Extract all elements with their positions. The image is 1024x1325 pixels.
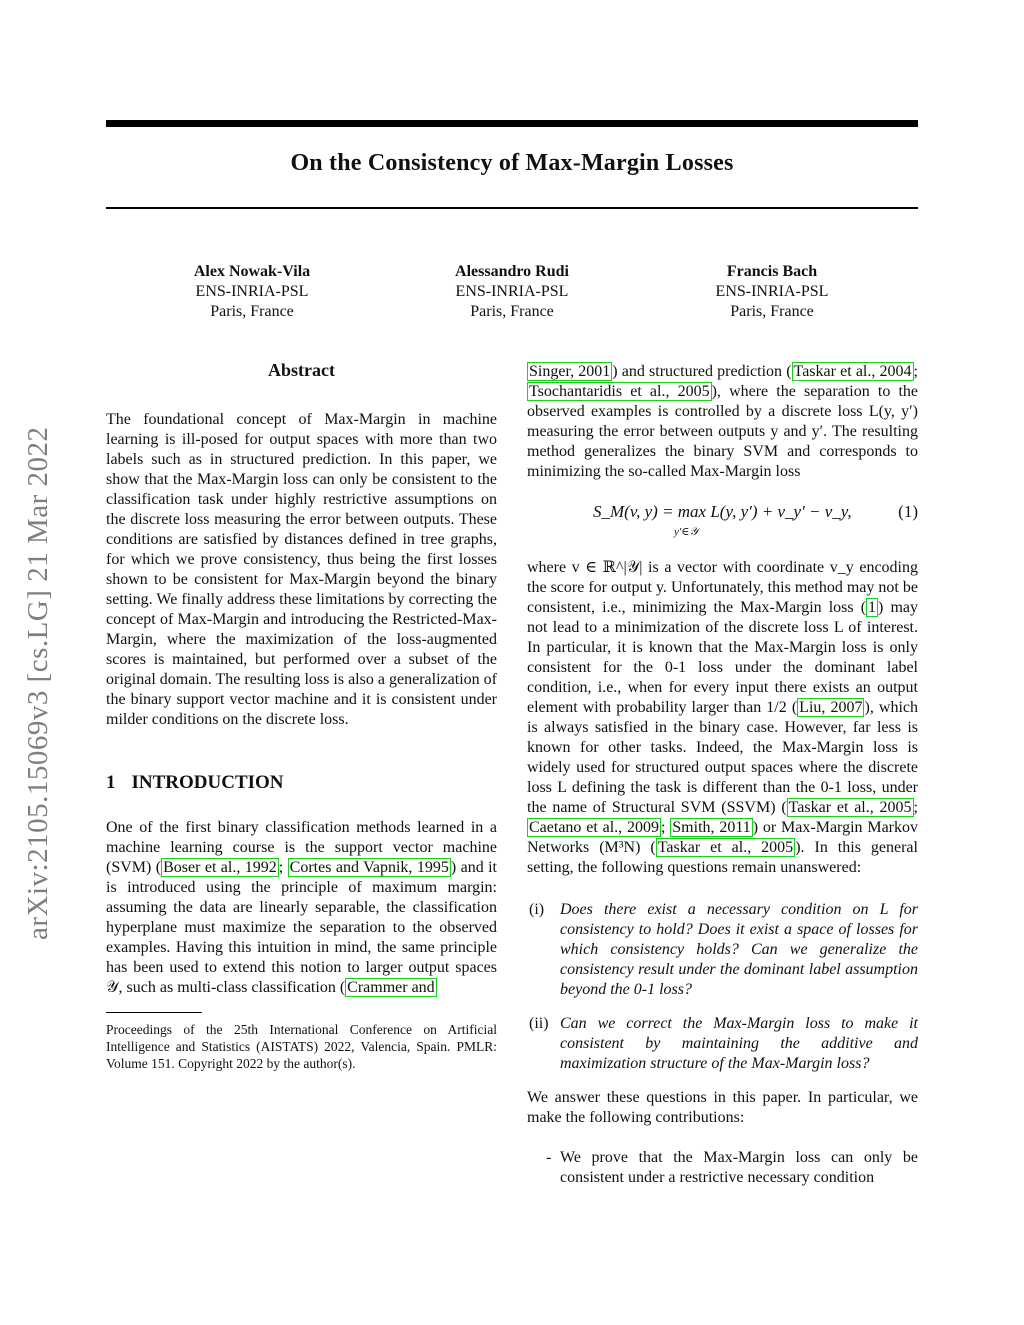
right-paragraph-2 (527, 558, 918, 878)
equation-number: (1) (898, 502, 918, 521)
body-text: where v ∈ ℝ^|𝒴| is a vector with coordinate v_y encoding the score for output y. Unfortunately, this method may not be consistent, i.e., minimizing the Max-Margin loss ( (527, 559, 918, 616)
citation-link[interactable]: Taskar et al., 2005 (788, 799, 912, 816)
list-bullet: - (546, 1149, 552, 1166)
body-text: ). In this general setting, the following questions remain unanswered: (527, 839, 918, 876)
author-location: Paris, France (470, 303, 554, 320)
section-title: INTRODUCTION (131, 772, 284, 793)
paper-title: On the Consistency of Max-Margin Losses (290, 150, 734, 176)
author-name: Alex Nowak-Vila (193, 263, 311, 280)
abstract-heading: Abstract (268, 360, 335, 380)
right-paragraph-3: We answer these questions in this paper. In particular, we make the following contributions: (527, 1089, 918, 1126)
section-number: 1 (106, 772, 116, 793)
author-location: Paris, France (210, 303, 294, 320)
section-heading-introduction (106, 772, 497, 794)
author-3 (642, 262, 902, 322)
equation-ref-link[interactable]: 1 (868, 599, 877, 616)
citation-separator: ; (661, 819, 671, 836)
question-text: Can we correct the Max-Margin loss to make it consistent by maintaining the additive and maximization structure of the Max-Margin loss? (560, 1015, 918, 1072)
equation-subscript: y′∈𝒴 (674, 526, 699, 538)
citation-link[interactable]: Singer, 2001 (529, 363, 611, 380)
title-bottom-rule (106, 207, 918, 209)
body-text: ), which is always satisfied in the binary case. However, far less is known for other tasks. Indeed, the Max-Margin loss is widely used for structured output spaces where the discrete loss L defining the task is different than the 0-1 loss, under the name of Structural SVM (SSVM) ( (527, 699, 919, 816)
author-1 (122, 262, 382, 322)
body-text: ) and structured prediction ( (612, 363, 792, 380)
intro-text: ) and it is introduced using the principle of maximum margin: assuming the data are linearly separable, the classification hyperplane must maximize the separation to the observed examples. Having this intuition in mind, the same principle has been used to extend this notion to larger output spaces 𝒴, such as multi-class classification ( (106, 859, 498, 996)
citation-link[interactable]: Smith, 2011 (672, 819, 751, 836)
author-location: Paris, France (730, 303, 814, 320)
left-column (106, 360, 497, 1072)
arxiv-sidebar-stamp: arXiv:2105.15069v3 [cs.LG] 21 Mar 2022 (22, 426, 54, 940)
citation-link[interactable]: Taskar et al., 2004 (793, 363, 912, 380)
citation-link[interactable]: Crammer and (347, 979, 435, 996)
citation-link[interactable]: Cortes and Vapnik, 1995 (289, 859, 449, 876)
research-questions (527, 900, 918, 1074)
title-top-rule (106, 120, 918, 127)
question-item (527, 900, 918, 1000)
citation-link[interactable]: Tsochantaridis et al., 2005 (529, 383, 710, 400)
author-name: Alessandro Rudi (455, 263, 569, 280)
abstract-text: The foundational concept of Max-Margin in machine learning is ill-posed for output spaces with more than two labels such as in structured prediction. In this paper, we show that the Max-Margin loss can only be consistent to the classification task under highly restrictive assumptions on the discrete loss measuring the error between outputs. These conditions are satisfied by distances defined in tree graphs, for which we prove consistency, thus being the first losses shown to be consistent for Max-Margin beyond the binary setting. We finally address these limitations by correcting the concept of Max-Margin and introducing the Restricted-Max-Margin, where the maximization of the loss-augmented scores is maintained, but performed over a subset of the original domain. The resulting loss is also a generalization of the binary support vector machine and it is consistent under milder conditions on the discrete loss. (106, 411, 497, 728)
author-affiliation: ENS-INRIA-PSL (195, 283, 309, 300)
body-text: ) or Max-Margin Markov Networks (M³N) ( (527, 819, 919, 856)
question-label: (ii) (529, 1015, 549, 1032)
right-paragraph-1 (527, 362, 918, 482)
citation-link[interactable]: Liu, 2007 (799, 699, 863, 716)
footnote-proceedings: Proceedings of the 25th International Conference on Artificial Intelligence and Statistics (AISTATS) 2022, Valencia, Spain. PMLR: Volume 151. Copyright 2022 by the author(s). (106, 1022, 497, 1071)
author-affiliation: ENS-INRIA-PSL (455, 283, 569, 300)
author-2 (382, 262, 642, 322)
citation-link[interactable]: Boser et al., 1992 (163, 859, 277, 876)
question-text: Does there exist a necessary condition on L for consistency to hold? Does it exist a space of losses for which consistency holds? Can we generalize the consistency result under the dominant label assumption beyond the 0-1 loss? (560, 901, 918, 998)
equation-expression: S_M(v, y) = max L(y, y′) + v_y′ − v_y, (593, 502, 852, 521)
intro-text: One of the first binary classification methods learned in a machine learning course is the support vector machine (SVM) ( (106, 819, 497, 876)
contribution-text: We prove that the Max-Margin loss can only be consistent under a restrictive necessary condition (560, 1149, 918, 1186)
intro-paragraph-1 (106, 818, 497, 998)
right-column (527, 362, 918, 1188)
author-affiliation: ENS-INRIA-PSL (715, 283, 829, 300)
citation-separator: ; (913, 799, 918, 816)
citation-link[interactable]: Caetano et al., 2009 (529, 819, 659, 836)
author-name: Francis Bach (726, 263, 818, 280)
body-text: ) may not lead to a minimization of the discrete loss L of interest. In particular, it is known that the Max-Margin loss is only consistent for the 0-1 loss under the dominant label condition, i.e., when for every input there exists an output element with probability larger than 1/2 ( (527, 599, 919, 716)
body-text: ), where the separation to the observed examples is controlled by a discrete loss L(y, y′) measuring the error between outputs y and y′. The resulting method generalizes the binary SVM and corresponds to minimizing the so-called Max-Margin loss (527, 383, 918, 480)
equation-1 (527, 502, 918, 542)
citation-separator: ; (278, 859, 288, 876)
citation-separator: ; (913, 363, 918, 380)
footnote-rule (106, 1012, 202, 1013)
contribution-item (527, 1148, 918, 1188)
question-item (527, 1014, 918, 1074)
citation-link[interactable]: Taskar et al., 2005 (657, 839, 794, 856)
question-label: (i) (529, 901, 545, 918)
author-block (106, 262, 918, 324)
